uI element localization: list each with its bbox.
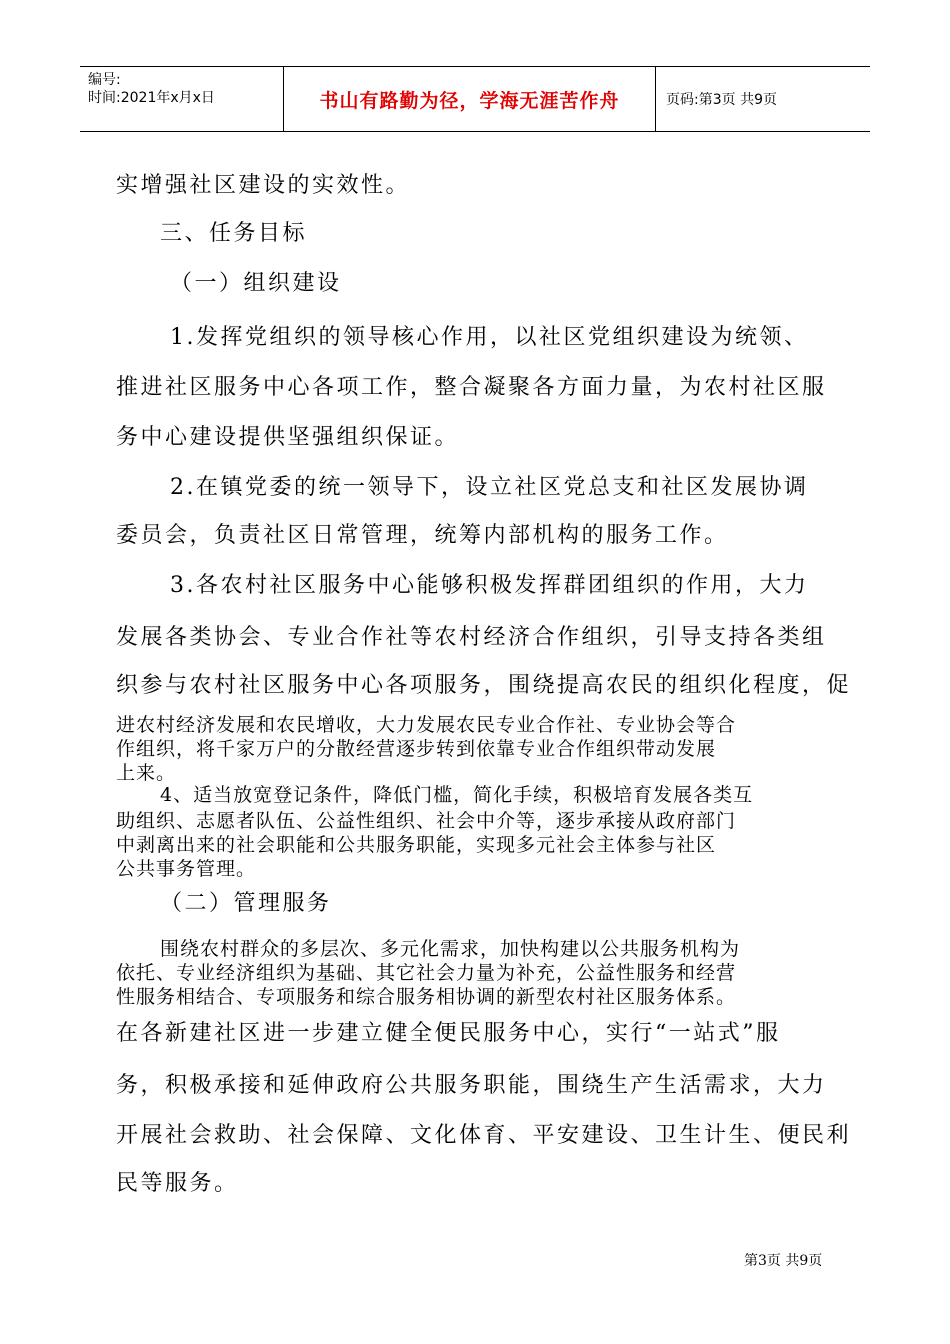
- paragraph-line: 依托、专业经济组织为基础、其它社会力量为补充，公益性服务和经营: [116, 962, 737, 984]
- header-motto: 书山有路勤为径，学海无涯苦作舟: [284, 67, 656, 131]
- document-time: 时间:2021年x月x日: [88, 90, 215, 106]
- paragraph-line: 织参与农村社区服务中心各项服务，围绕提高农民的组织化程度，促: [116, 673, 852, 698]
- subsection-heading: （一）组织建设: [170, 271, 342, 296]
- paragraph-line: 民等服务。: [116, 1171, 239, 1196]
- subsection-heading: （二）管理服务: [160, 891, 332, 916]
- paragraph-line: 务中心建设提供坚强组织保证。: [116, 425, 460, 450]
- paragraph-line: 在各新建社区进一步建立健全便民服务中心，实行“一站式”服: [116, 1021, 781, 1046]
- paragraph-line: 公共事务管理。: [116, 858, 257, 880]
- paragraph-line: 委员会，负责社区日常管理，统筹内部机构的服务工作。: [116, 523, 729, 548]
- paragraph-line: 2.在镇党委的统一领导下，设立社区党总支和社区发展协调: [170, 475, 809, 500]
- paragraph-line: 进农村经济发展和农民增收，大力发展农民专业合作社、专业协会等合: [116, 714, 737, 736]
- section-heading: 三、任务目标: [160, 221, 308, 246]
- paragraph-line: 上来。: [116, 762, 177, 784]
- paragraph-line: 4、适当放宽登记条件，降低门槛，简化手续，积极培育发展各类互: [160, 784, 754, 806]
- page-footer: 第3页 共9页: [744, 1253, 823, 1269]
- paragraph-line: 推进社区服务中心各项工作，整合凝聚各方面力量，为农村社区服: [116, 375, 827, 400]
- header-meta: [80, 67, 284, 131]
- paragraph-line: 助组织、志愿者队伍、公益性组织、社会中介等，逐步承接从政府部门: [116, 810, 737, 832]
- paragraph-line: 发展各类协会、专业合作社等农村经济合作组织，引导支持各类组: [116, 625, 827, 650]
- paragraph-line: 3.各农村社区服务中心能够积极发挥群团组织的作用，大力: [170, 573, 809, 598]
- paragraph-line: 性服务相结合、专项服务和综合服务相协调的新型农村社区服务体系。: [116, 986, 737, 1008]
- paragraph-line: 作组织，将千家万户的分散经营逐步转到依靠专业合作组织带动发展: [116, 738, 717, 760]
- paragraph-line: 开展社会救助、社会保障、文化体育、平安建设、卫生计生、便民利: [116, 1123, 852, 1148]
- page-header: [80, 66, 870, 132]
- document-number-label: 编号:: [88, 72, 121, 88]
- paragraph-line: 务，积极承接和延伸政府公共服务职能，围绕生产生活需求，大力: [116, 1073, 827, 1098]
- paragraph-line: 实增强社区建设的实效性。: [116, 173, 411, 198]
- paragraph-line: 1.发挥党组织的领导核心作用，以社区党组织建设为统领、: [170, 325, 809, 350]
- paragraph-line: 围绕农村群众的多层次、多元化需求，加快构建以公共服务机构为: [160, 938, 741, 960]
- header-page-info: 页码:第3页 共9页: [666, 92, 777, 108]
- paragraph-line: 中剥离出来的社会职能和公共服务职能，实现多元社会主体参与社区: [116, 834, 717, 856]
